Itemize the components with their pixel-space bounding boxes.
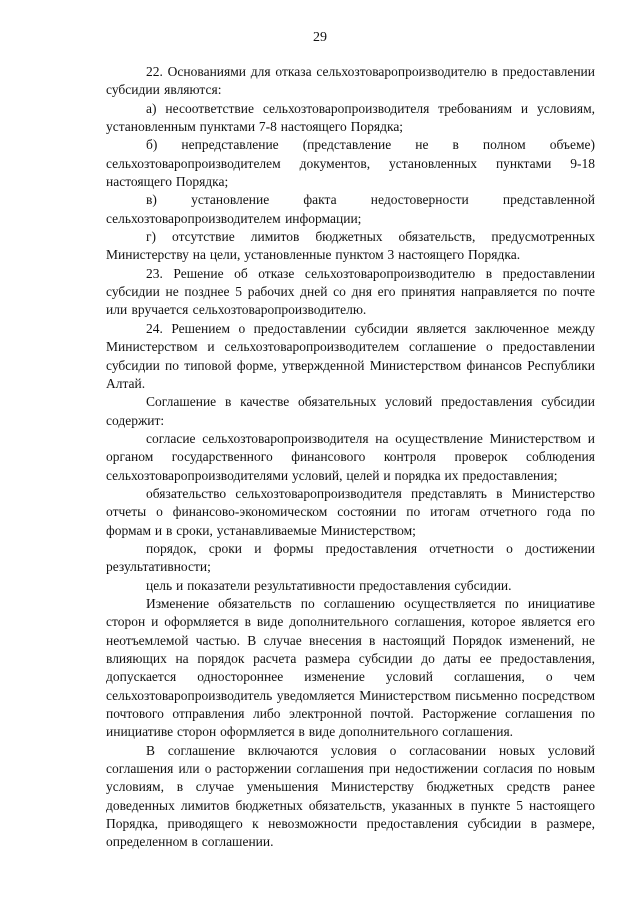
paragraph-22-v: в) установление факта недостоверности представленной сельхозтоваропроизводителем информации;	[106, 192, 595, 226]
paragraph-22: 22. Основаниями для отказа сельхозтоваропроизводителю в предоставлении субсидии являются:	[106, 64, 595, 98]
paragraph-goals: цель и показатели результативности предоставления субсидии.	[146, 577, 512, 593]
paragraph-reporting: порядок, сроки и формы предоставления отчетности о достижении результативности;	[106, 540, 595, 575]
paragraph-24: 24. Решением о предоставлении субсидии является заключенное между Министерством и сельхозтоваропроизводителем соглашение о предоставлении субсидии по типовой форме, утвержденной Министерством финансов Республики Алтай.	[106, 320, 595, 391]
paragraph-23: 23. Решение об отказе сельхозтоваропроизводителю в предоставлении субсидии не позднее 5 рабочих дней со дня его принятия направляется по почте или вручается сельхозтоваропроизводителю.	[106, 265, 595, 318]
paragraph-agreement-conditions: Соглашение в качестве обязательных условий предоставления субсидии содержит:	[106, 394, 595, 428]
page-number: 29	[313, 30, 327, 45]
paragraph-consent: согласие сельхозтоваропроизводителя на осуществление Министерством и органом государственного финансового контроля проверок соблюдения сельхозтоваропроизводителями условий, целей и порядка их предоставления;	[106, 430, 595, 483]
paragraph-changes: Изменение обязательств по соглашению осуществляется по инициативе сторон и оформляется в виде дополнительного соглашения, которое является его неотъемлемой частью. В случае внесения в настоящий Порядок изменений, не влияющих на порядок расчета размера субсидии до даты ее предоставления, допускается одностороннее изменение условий соглашения, о чем сельхозтоваропроизводитель уведомляется Министерством письменно посредством почтового отправления либо электронной почтой. Расторжение соглашения по инициативе сторон оформляется в виде дополнительного соглашения.	[106, 595, 595, 740]
paragraph-obligation: обязательство сельхозтоваропроизводителя представлять в Министерство отчеты о финансово-экономическом состоянии по итогам отчетного года по формам и в сроки, устанавливаемые Министерством;	[106, 485, 595, 538]
paragraph-22-b: б) непредставление (представление не в полном объеме) сельхозтоваропроизводителем документов, установленных пунктами 9-18 настоящего Порядка;	[106, 137, 595, 190]
paragraph-22-g: г) отсутствие лимитов бюджетных обязательств, предусмотренных Министерству на цели, установленные пунктом 3 настоящего Порядка.	[106, 229, 595, 263]
paragraph-new-conditions: В соглашение включаются условия о согласовании новых условий соглашения или о расторжении соглашения при недостижении согласия по новым условиям, в случае уменьшения Министерству бюджетных средств ранее доведенных лимитов бюджетных обязательств, указанных в пункте 5 настоящего Порядка, приводящего к невозможности предоставления субсидии в размере, определенном в соглашении.	[106, 742, 595, 850]
paragraph-22-a: а) несоответствие сельхозтоваропроизводителя требованиям и условиям, установленным пунктами 7-8 настоящего Порядка;	[106, 100, 595, 135]
document-body	[106, 63, 595, 852]
